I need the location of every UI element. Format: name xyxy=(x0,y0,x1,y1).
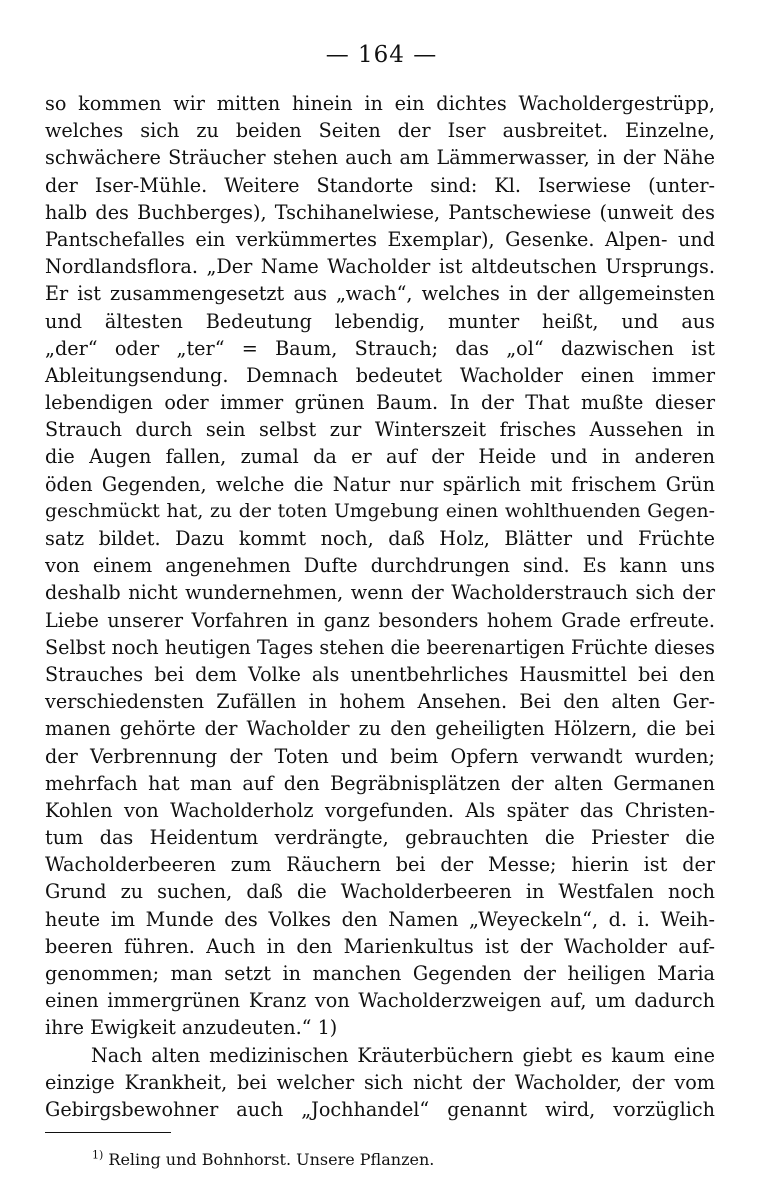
text-line: Grund zu suchen, daß die Wacholderbeeren in Westfalen noch xyxy=(45,880,715,904)
text-line: halb des Buchberges), Tschihanelwiese, Pantschewiese (unweit des xyxy=(45,200,715,224)
text-line: Liebe unserer Vorfahren in ganz besonders hohem Grade erfreute. xyxy=(45,608,715,632)
text-line: welches sich zu beiden Seiten der Iser ausbreitet. Einzelne, xyxy=(45,119,715,143)
text-line: Pantschefalles ein verkümmertes Exemplar), Gesenke. Alpen- und xyxy=(45,227,715,251)
text-line: der Iser-Mühle. Weitere Standorte sind: Kl. Iserwiese (unter- xyxy=(45,173,715,197)
text-line: beeren führen. Auch in den Marienkultus ist der Wacholder auf- xyxy=(45,934,715,958)
paragraph-start-line: Nach alten medizinischen Kräuterbüchern giebt es kaum eine xyxy=(91,1043,715,1067)
text-line: verschiedensten Zufällen in hohem Ansehen. Bei den alten Ger- xyxy=(45,690,715,714)
text-line: Strauches bei dem Volke als unentbehrliches Hausmittel bei den xyxy=(45,662,715,686)
text-line: einzige Krankheit, bei welcher sich nicht der Wacholder, der vom xyxy=(45,1070,715,1094)
text-line: Nordlandsflora. „Der Name Wacholder ist altdeutschen Ursprungs. xyxy=(45,255,715,279)
text-line: schwächere Sträucher stehen auch am Lämmerwasser, in der Nähe xyxy=(45,146,715,170)
text-line: geschmückt hat, zu der toten Umgebung einen wohlthuenden Gegen- xyxy=(45,500,715,522)
text-line: die Augen fallen, zumal da er auf der Heide und in anderen xyxy=(45,445,715,469)
footnote xyxy=(92,1150,434,1170)
text-line: und ältesten Bedeutung lebendig, munter heißt, und aus xyxy=(45,309,715,333)
text-line: deshalb nicht wundernehmen, wenn der Wacholderstrauch sich der xyxy=(45,581,715,605)
text-line: öden Gegenden, welche die Natur nur spärlich mit frischem Grün xyxy=(45,472,715,496)
footnote-divider xyxy=(45,1132,171,1133)
text-line: Ableitungsendung. Demnach bedeutet Wacholder einen immer xyxy=(45,363,715,387)
text-line: lebendigen oder immer grünen Baum. In der That mußte dieser xyxy=(45,391,715,415)
text-line: satz bildet. Dazu kommt noch, daß Holz, Blätter und Früchte xyxy=(45,527,715,550)
text-line: Gebirgsbewohner auch „Jochhandel“ genannt wird, vorzüglich xyxy=(45,1097,715,1121)
footnote-marker: 1) xyxy=(92,1148,104,1162)
footnote-text: Reling und Bohnhorst. Unsere Pflanzen. xyxy=(108,1150,435,1169)
body-text xyxy=(45,90,715,1123)
page-number: — 164 — xyxy=(325,42,438,68)
text-line: von einem angenehmen Dufte durchdrungen sind. Es kann uns xyxy=(45,554,715,578)
text-line: tum das Heidentum verdrängte, gebrauchten die Priester die xyxy=(45,826,715,850)
text-line: Kohlen von Wacholderholz vorgefunden. Als später das Christen- xyxy=(45,798,715,822)
text-line: Er ist zusammengesetzt aus „wach“, welches in der allgemeinsten xyxy=(45,282,715,306)
text-line: „der“ oder „ter“ = Baum, Strauch; das „ol“ dazwischen ist xyxy=(45,336,715,360)
text-line: manen gehörte der Wacholder zu den geheiligten Hölzern, die bei xyxy=(45,717,715,741)
text-line: mehrfach hat man auf den Begräbnisplätzen der alten Germanen xyxy=(45,771,715,795)
text-line: der Verbrennung der Toten und beim Opfern verwandt wurden; xyxy=(45,744,715,768)
text-line: einen immergrünen Kranz von Wacholderzweigen auf, um dadurch xyxy=(45,989,715,1013)
text-line: heute im Munde des Volkes den Namen „Weyeckeln“, d. i. Weih- xyxy=(45,907,715,931)
text-line: so kommen wir mitten hinein in ein dichtes Wacholdergestrüpp, xyxy=(45,92,715,115)
text-line: Selbst noch heutigen Tages stehen die beerenartigen Früchte dieses xyxy=(45,635,715,659)
paragraph-end-line: ihre Ewigkeit anzudeuten.“ 1) xyxy=(45,1016,338,1040)
text-line: Wacholderbeeren zum Räuchern bei der Messe; hierin ist der xyxy=(45,853,715,877)
text-line: genommen; man setzt in manchen Gegenden der heiligen Maria xyxy=(45,962,715,985)
text-line: Strauch durch sein selbst zur Winterszeit frisches Aussehen in xyxy=(45,418,715,442)
